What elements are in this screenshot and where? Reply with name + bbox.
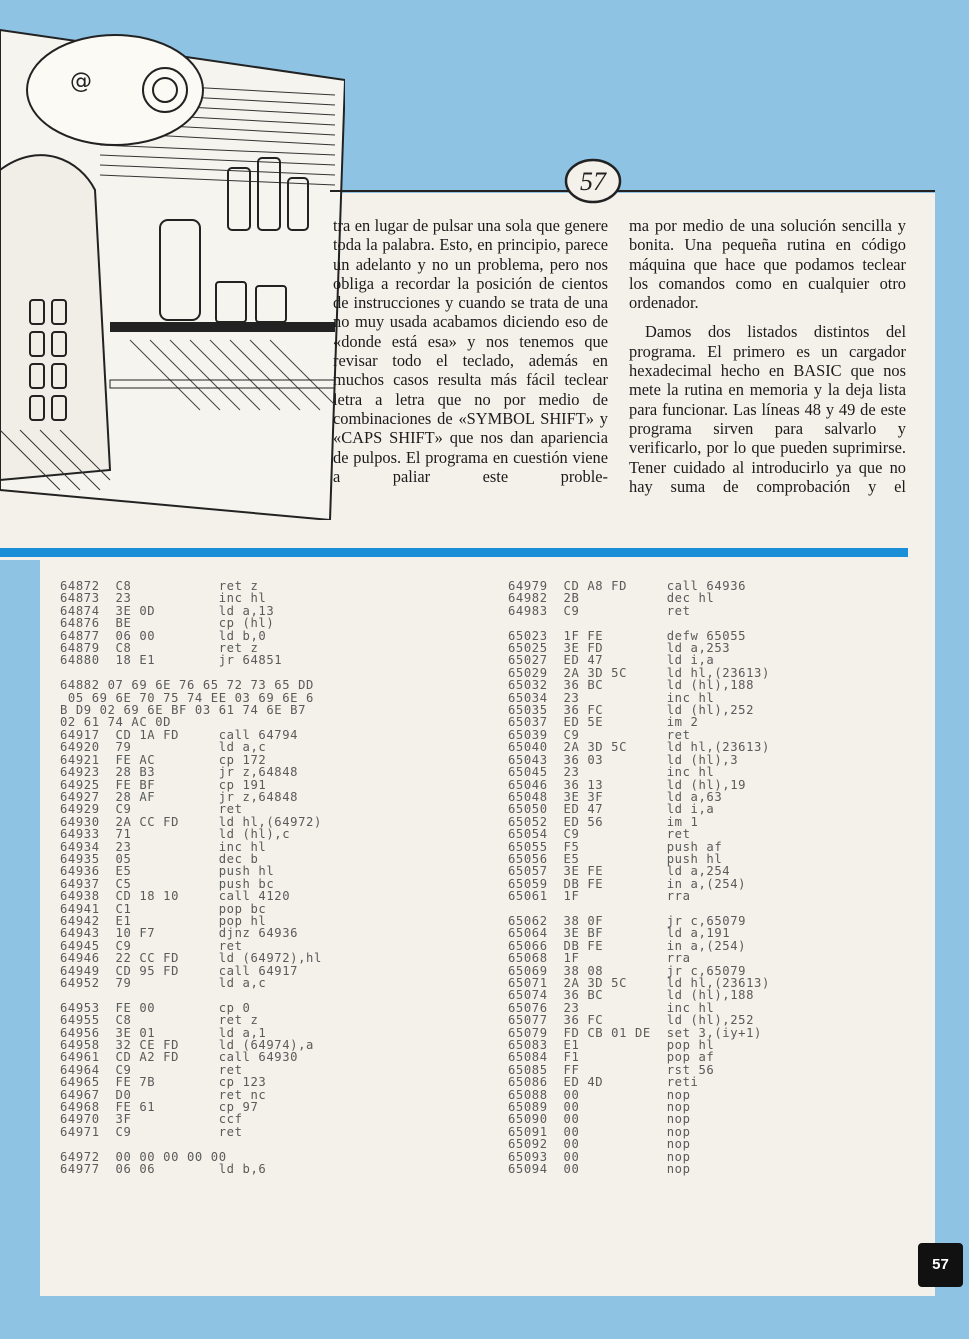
header-rule bbox=[330, 190, 935, 192]
cartoon-illustration bbox=[0, 0, 345, 520]
article-paragraph: ma por medio de una solución sencilla y bonita. Una pequeña rutina en código máquina que hace que podamos teclear los comandos como en cualquier otro ordenador. bbox=[629, 216, 906, 313]
right-blue-band bbox=[935, 0, 969, 1339]
assembly-listing-left: 64872 C8 ret z 64873 23 inc hl 64874 3E 0D ld a,13 64876 BE cp (hl) 64877 06 00 ld b,0 64879 C8 ret z 64880 18 E1 jr 64851 64882 07 69 6E 76 65 72 73 65 DD 05 69 6E 70 75 74 EE 03 69 6E 6 B D9 02 69 6E BF 03 61 74 6E B7 02 61 74 AC 0D 64917 CD 1A FD call 64794 64920 79 ld a,c 64921 FE AC cp 172 64923 28 B3 jr z,64848 64925 FE BF cp 191 64927 28 AF jr z,64848 64929 C9 ret 64930 2A CC FD ld hl,(64972) 64933 71 ld (hl),c 64934 23 inc hl 64935 05 dec b 64936 E5 push hl 64937 C5 push bc 64938 CD 18 10 call 4120 64941 C1 pop bc 64942 E1 pop hl 64943 10 F7 djnz 64936 64945 C9 ret 64946 22 CC FD ld (64972),hl 64949 CD 95 FD call 64917 64952 79 ld a,c 64953 FE 00 cp 0 64955 C8 ret z 64956 3E 01 ld a,1 64958 32 CE FD ld (64974),a 64961 CD A2 FD call 64930 64964 C9 ret 64965 FE 7B cp 123 64967 D0 ret nc 64968 FE 61 cp 97 64970 3F ccf 64971 C9 ret 64972 00 00 00 00 00 64977 06 06 ld b,6 bbox=[60, 579, 322, 1177]
article-paragraph: Damos dos listados distintos del programa. El primero es un cargador hexadecimal hecho en BASIC que nos mete la rutina en memoria y la deja lista para funcionar. Las líneas 48 y 49 de este programa sirven para salvarlo y verificarlo, por lo que pueden suprimirse. Tener cuidado al introducirlo ya que no hay suma de comprobación y el bbox=[629, 322, 906, 496]
article-column-1 bbox=[333, 216, 608, 486]
left-blue-band bbox=[0, 560, 40, 1296]
bottom-blue-band bbox=[0, 1296, 969, 1339]
page-number-badge: 57 bbox=[918, 1243, 963, 1287]
logo-number: 57 bbox=[580, 167, 606, 196]
section-divider-bar bbox=[0, 548, 908, 557]
article-paragraph: tra en lugar de pulsar una sola que genere toda la palabra. Esto, en principio, parece un adelanto y no un problema, pero nos obliga a recordar la posición de cientos de instrucciones y cuando se trata de una no muy usada acabamos diciendo eso de «donde está esa» y nos tenemos que revisar todo el teclado, además en muchos casos resulta más fácil teclear letra a letra que no por medio de combinaciones de «SYMBOL SHIFT» y «CAPS SHIFT» que nos dan apariencia de pulpos. El programa en cuestión viene a paliar este proble- bbox=[333, 216, 608, 486]
assembly-listing-right: 64979 CD A8 FD call 64936 64982 2B dec hl 64983 C9 ret 65023 1F FE defw 65055 65025 3E FD ld a,253 65027 ED 47 ld i,a 65029 2A 3D 5C ld hl,(23613) 65032 36 BC ld (hl),188 65034 23 inc hl 65035 36 FC ld (hl),252 65037 ED 5E im 2 65039 C9 ret 65040 2A 3D 5C ld hl,(23613) 65043 36 03 ld (hl),3 65045 23 inc hl 65046 36 13 ld (hl),19 65048 3E 3F ld a,63 65050 ED 47 ld i,a 65052 ED 56 im 1 65054 C9 ret 65055 F5 push af 65056 E5 push hl 65057 3E FE ld a,254 65059 DB FE in a,(254) 65061 1F rra 65062 38 0F jr c,65079 65064 3E BF ld a,191 65066 DB FE in a,(254) 65068 1F rra 65069 38 08 jr c,65079 65071 2A 3D 5C ld hl,(23613) 65074 36 BC ld (hl),188 65076 23 inc hl 65077 36 FC ld (hl),252 65079 FD CB 01 DE set 3,(iy+1) 65083 E1 pop hl 65084 F1 pop af 65085 FF rst 56 65086 ED 4D reti 65088 00 nop 65089 00 nop 65090 00 nop 65091 00 nop 65092 00 nop 65093 00 nop 65094 00 nop bbox=[508, 579, 770, 1177]
article-column-2 bbox=[629, 216, 906, 496]
issue-logo bbox=[563, 157, 623, 205]
thought-bubble-symbol: @ bbox=[70, 69, 92, 94]
